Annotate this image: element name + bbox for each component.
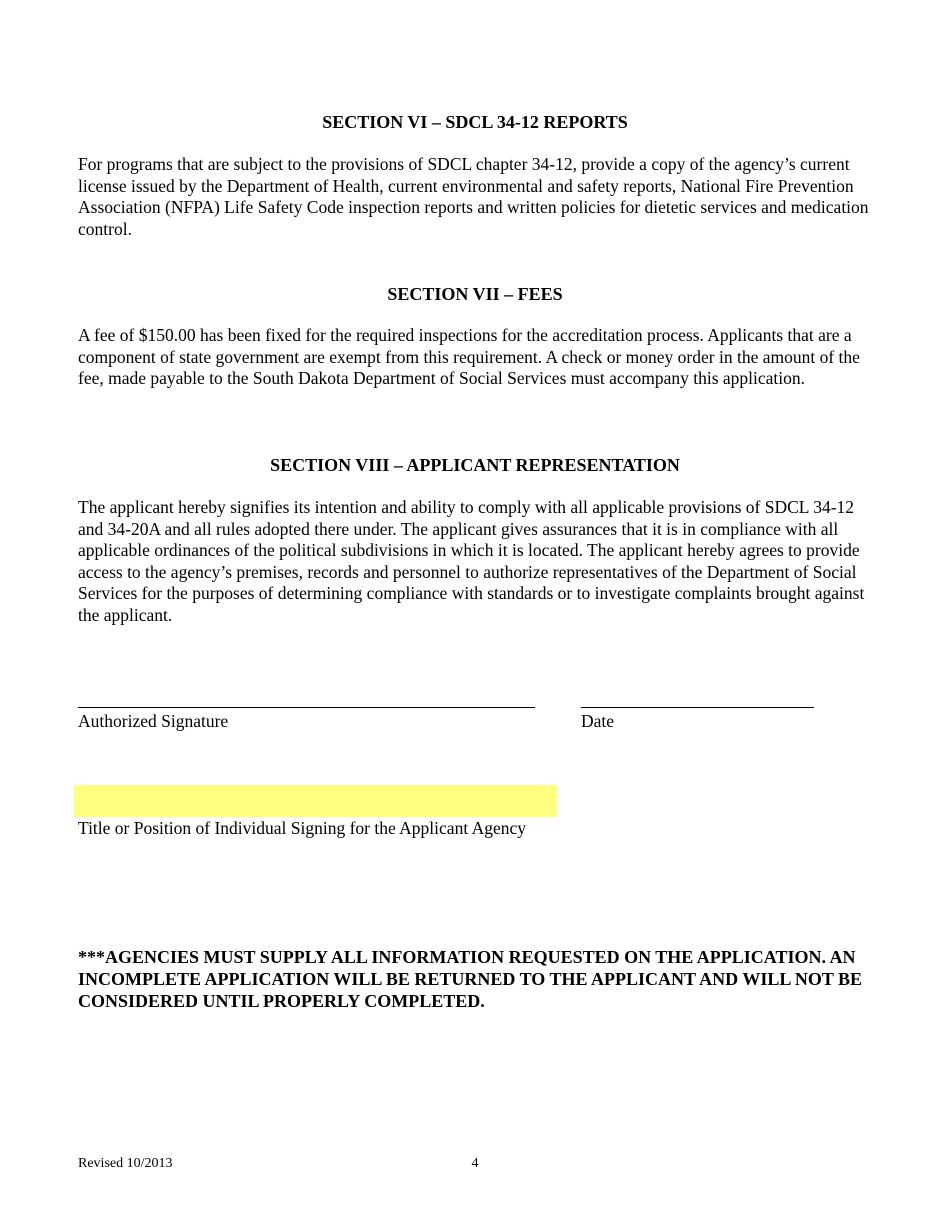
incomplete-application-notice: ***AGENCIES MUST SUPPLY ALL INFORMATION REQUESTED ON THE APPLICATION. AN INCOMPLETE APPLICATION WILL BE RETURNED TO THE APPLICANT AND WILL NOT BE CONSIDERED UNTIL PROPERLY COMPLETED. (78, 947, 863, 1011)
page-number: 4 (471, 1156, 479, 1171)
authorized-signature-line (78, 707, 535, 708)
section-vii-heading: SECTION VII – FEES (387, 284, 563, 304)
date-label: Date (581, 711, 615, 731)
date-line (581, 707, 814, 708)
section-vii-body: A fee of $150.00 has been fixed for the required inspections for the accreditation process. Applicants that are a component of state government are exempt from this requirement. A check or money order in the amount of the fee, made payable to the South Dakota Department of Social Services must accompany this application. (78, 325, 860, 388)
authorized-signature-label: Authorized Signature (78, 711, 229, 731)
section-viii-heading: SECTION VIII – APPLICANT REPRESENTATION (270, 455, 680, 475)
revision-date: Revised 10/2013 (78, 1156, 173, 1171)
section-vi-body: For programs that are subject to the provisions of SDCL chapter 34-12, provide a copy of the agency’s current license issued by the Department of Health, current environmental and safety reports, National Fire Prevention Association (NFPA) Life Safety Code inspection reports and written policies for dietetic services and medication control. (78, 154, 869, 239)
title-position-label: Title or Position of Individual Signing for the Applicant Agency (78, 818, 527, 838)
section-viii-body: The applicant hereby signifies its intention and ability to comply with all applicable provisions of SDCL 34-12 and 34-20A and all rules adopted there under. The applicant gives assurances that it is in compliance with all applicable ordinances of the political subdivisions in which it is located. The applicant hereby agrees to provide access to the agency’s premises, records and personnel to authorize representatives of the Department of Social Services for the purposes of determining compliance with standards or to investigate complaints brought against the applicant. (78, 497, 865, 625)
title-position-field[interactable] (74, 785, 557, 817)
section-vi-heading: SECTION VI – SDCL 34-12 REPORTS (322, 112, 628, 132)
